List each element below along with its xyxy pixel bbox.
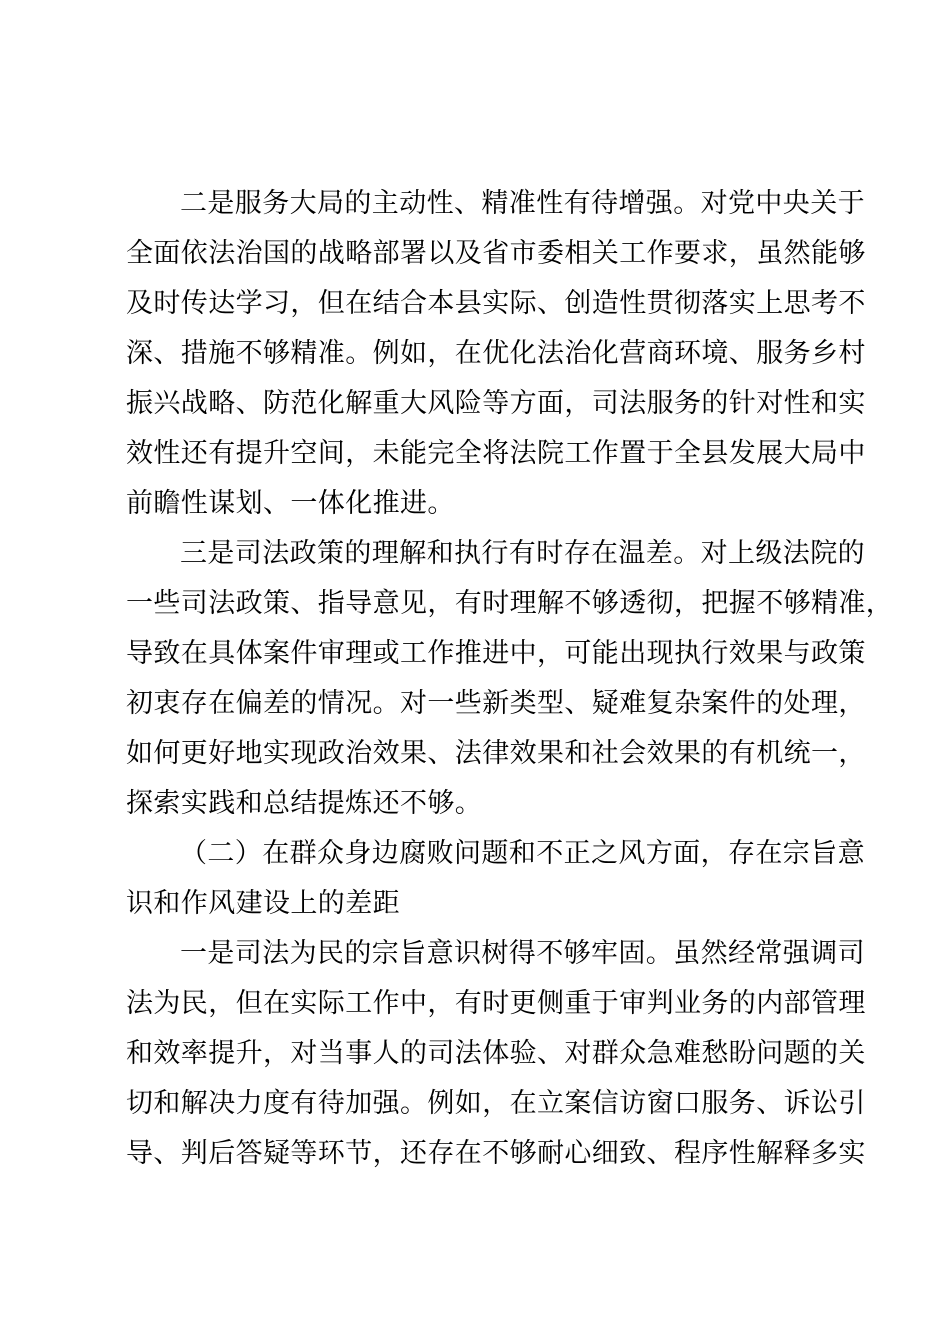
text-line: 及时传达学习，但在结合本县实际、创造性贯彻落实上思考不: [126, 288, 866, 319]
section-heading-two: [126, 829, 865, 929]
text-line: 初衷存在偏差的情况。对一些新类型、疑难复杂案件的处理，: [126, 688, 866, 719]
text-line: 导致在具体案件审理或工作推进中，可能出现执行效果与政策: [126, 638, 866, 669]
text-line: （二）在群众身边腐败问题和不正之风方面，存在宗旨意: [180, 838, 865, 869]
text-line: 法为民，但在实际工作中，有时更侧重于审判业务的内部管理: [126, 988, 866, 1019]
text-line: 和效率提升，对当事人的司法体验、对群众急难愁盼问题的关: [126, 1038, 866, 1069]
text-line: 全面依法治国的战略部署以及省市委相关工作要求，虽然能够: [126, 238, 866, 269]
text-line: 识和作风建设上的差距: [126, 888, 400, 919]
text-line: 前瞻性谋划、一体化推进。: [126, 488, 455, 519]
text-line: 导、判后答疑等环节，还存在不够耐心细致、程序性解释多实: [126, 1138, 866, 1169]
text-line: 探索实践和总结提炼还不够。: [126, 788, 483, 819]
text-line: 一是司法为民的宗旨意识树得不够牢固。虽然经常强调司: [180, 938, 865, 969]
text-line: 如何更好地实现政治效果、法律效果和社会效果的有机统一，: [126, 738, 866, 769]
paragraph-service-overall-situation: [126, 179, 866, 529]
text-line: 深、措施不够精准。例如，在优化法治化营商环境、服务乡村: [126, 338, 866, 369]
paragraph-judicial-policy: [126, 529, 894, 829]
document-body: [126, 179, 894, 1179]
text-line: 切和解决力度有待加强。例如，在立案信访窗口服务、诉讼引: [126, 1088, 866, 1119]
text-line: 二是服务大局的主动性、精准性有待增强。对党中央关于: [180, 188, 865, 219]
text-line: 振兴战略、防范化解重大风险等方面，司法服务的针对性和实: [126, 388, 866, 419]
paragraph-serving-people: [126, 929, 866, 1179]
text-line: 效性还有提升空间，未能完全将法院工作置于全县发展大局中: [126, 438, 866, 469]
text-line: 三是司法政策的理解和执行有时存在温差。对上级法院的: [180, 538, 865, 569]
text-line: 一些司法政策、指导意见，有时理解不够透彻，把握不够精准，: [126, 588, 894, 619]
